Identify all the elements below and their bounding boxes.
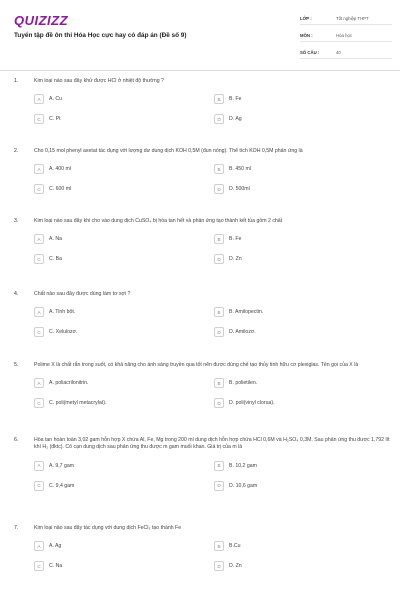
option-text: A. Tinh bột.	[49, 309, 76, 316]
option-letter-box: A	[34, 94, 44, 104]
answer-option-d[interactable]	[214, 560, 394, 572]
answer-options	[34, 163, 400, 195]
question-row	[0, 362, 400, 369]
question-text: Kim loại nào sau đây tác dụng với dung dịch FeCl₃ tạo thành Fe	[34, 525, 182, 531]
meta-value: Hóa học	[336, 32, 353, 38]
option-letter-box: B	[214, 94, 224, 104]
answer-options	[34, 460, 400, 492]
question-number: 4.	[14, 291, 19, 297]
answer-options	[34, 306, 400, 338]
option-letter-box: D	[214, 254, 224, 264]
option-letter-box: C	[34, 481, 44, 491]
answer-option-a[interactable]	[34, 377, 214, 389]
option-text: C. Xelulozơ.	[49, 329, 78, 336]
answer-options	[34, 377, 400, 409]
answer-option-b[interactable]	[214, 306, 394, 318]
option-text: D. Amilozơ.	[229, 329, 256, 336]
answer-option-c[interactable]	[34, 326, 214, 338]
option-text: C. Na	[49, 563, 63, 570]
question-text: Kim loại nào sau đây khi cho vào dung dịch CuSO₄ bị hòa tan hết và phản ứng tạo thành kết tủa gồm 2 chất	[34, 218, 283, 224]
option-text: D. Ag	[229, 116, 242, 123]
option-letter-box: D	[214, 184, 224, 194]
option-text: C. poli(metyl metacrylat).	[49, 400, 107, 407]
answer-option-d[interactable]	[214, 397, 394, 409]
option-letter-box: D	[214, 561, 224, 571]
question-number: 6.	[14, 437, 19, 443]
question-row	[0, 78, 400, 85]
option-text: C. Pt	[49, 116, 61, 123]
option-letter-box: C	[34, 561, 44, 571]
option-text: C. 600 ml	[49, 186, 72, 193]
header-divider	[0, 70, 400, 71]
answer-option-b[interactable]	[214, 163, 394, 175]
option-letter-box: B	[214, 164, 224, 174]
question-row	[0, 437, 400, 452]
question-row	[0, 218, 400, 225]
question-item	[0, 437, 400, 492]
question-item	[0, 78, 400, 125]
question-number: 1.	[14, 78, 19, 84]
answer-option-b[interactable]	[214, 540, 394, 552]
meta-row-subject	[300, 29, 392, 42]
meta-row-class	[300, 12, 392, 25]
answer-option-d[interactable]	[214, 253, 394, 265]
option-text: A. Cu	[49, 96, 62, 103]
answer-option-d[interactable]	[214, 113, 394, 125]
answer-option-a[interactable]	[34, 460, 214, 472]
answer-option-c[interactable]	[34, 560, 214, 572]
option-letter-box: A	[34, 307, 44, 317]
option-text: D. 500ml	[229, 186, 250, 193]
option-letter-box: C	[34, 327, 44, 337]
document-title: Tuyển tập đề ôn thi Hóa Học cực hay có đáp án (Đề số 9)	[14, 32, 187, 39]
answer-option-a[interactable]	[34, 306, 214, 318]
option-letter-box: D	[214, 327, 224, 337]
answer-option-b[interactable]	[214, 233, 394, 245]
meta-label: MÔN :	[300, 32, 313, 38]
question-row	[0, 291, 400, 298]
option-text: B. 10,2 gam	[229, 462, 257, 469]
option-text: B.Cu	[229, 543, 241, 550]
answer-options	[34, 540, 400, 572]
question-number: 7.	[14, 525, 19, 531]
option-text: C. 9,4 gam	[49, 482, 75, 489]
answer-option-a[interactable]	[34, 540, 214, 552]
answer-option-d[interactable]	[214, 326, 394, 338]
option-letter-box: A	[34, 378, 44, 388]
answer-option-a[interactable]	[34, 163, 214, 175]
answer-options	[34, 93, 400, 125]
quizizz-logo: QUIZIZZ	[14, 13, 69, 28]
option-letter-box: A	[34, 461, 44, 471]
meta-value: Tốt nghiệp THPT	[336, 15, 369, 21]
option-letter-box: B	[214, 378, 224, 388]
answer-option-c[interactable]	[34, 253, 214, 265]
answer-option-a[interactable]	[34, 93, 214, 105]
option-letter-box: C	[34, 114, 44, 124]
meta-panel	[300, 12, 392, 63]
question-text: Cho 0,15 mol phenyl axetat tác dụng với lượng dư dung dịch KOH 0,5M (đun nóng). Thể tích KOH 0,5M phản ứng là	[34, 148, 303, 154]
option-text: A. Na	[49, 236, 62, 243]
option-letter-box: B	[214, 541, 224, 551]
option-letter-box: A	[34, 541, 44, 551]
option-letter-box: C	[34, 184, 44, 194]
option-letter-box: D	[214, 114, 224, 124]
option-text: B. Fe	[229, 236, 242, 243]
answer-option-c[interactable]	[34, 397, 214, 409]
question-text: Chất nào sau đây được dùng làm tơ sợi ?	[34, 291, 131, 297]
option-text: B. polietilen.	[229, 380, 258, 387]
answer-option-b[interactable]	[214, 377, 394, 389]
option-letter-box: B	[214, 461, 224, 471]
option-letter-box: A	[34, 234, 44, 244]
question-item	[0, 525, 400, 572]
option-letter-box: B	[214, 307, 224, 317]
option-text: B. Amilopectin.	[229, 309, 264, 316]
option-text: D. poli(vinyl clorua).	[229, 400, 275, 407]
option-text: D. 10,6 gam	[229, 482, 258, 489]
question-item	[0, 218, 400, 265]
meta-label: SỐ CÂU :	[300, 49, 320, 55]
question-row	[0, 525, 400, 532]
question-row	[0, 148, 400, 155]
question-item	[0, 291, 400, 338]
question-text: Kim loại nào sau đây khử được HCl ở nhiệt độ thường ?	[34, 78, 164, 84]
option-text: A. 400 ml	[49, 166, 71, 173]
option-text: C. Ba	[49, 256, 62, 263]
meta-row-count	[300, 46, 392, 59]
answer-option-c[interactable]	[34, 183, 214, 195]
question-item	[0, 148, 400, 195]
question-text: Polime X là chất rắn trong suốt, có khả năng cho ánh sáng truyền qua tốt nên được dùng chế tạo thủy tinh hữu cơ plexiglas. Tên gọi của X là	[34, 362, 359, 368]
answer-option-d[interactable]	[214, 480, 394, 492]
question-number: 2.	[14, 148, 19, 154]
question-text: Hòa tan hoàn toàn 3,02 gam hỗn hợp X chứa Al, Fe, Mg trong 200 ml dung dịch hỗn hợp chứa HCl 0,6M và H₂SO₄ 0,3M. Sau phản ứng thu được 1,792 lít khí H₂ (đktc). Cô cạn dung dịch sau phản ứng thu được m gam muối khan. Giá trị của m là	[34, 437, 390, 451]
document-header	[0, 0, 400, 70]
answer-option-c[interactable]	[34, 480, 214, 492]
option-text: A. Ag	[49, 543, 62, 550]
option-letter-box: B	[214, 234, 224, 244]
answer-options	[34, 233, 400, 265]
option-letter-box: A	[34, 164, 44, 174]
option-text: D. Zn	[229, 563, 242, 570]
question-item	[0, 362, 400, 409]
option-letter-box: C	[34, 254, 44, 264]
meta-value: 40	[336, 49, 341, 55]
answer-option-b[interactable]	[214, 93, 394, 105]
option-text: A. 9,7 gam	[49, 462, 75, 469]
option-text: D. Zn	[229, 256, 242, 263]
option-letter-box: D	[214, 398, 224, 408]
option-text: B. Fe	[229, 96, 242, 103]
answer-option-d[interactable]	[214, 183, 394, 195]
answer-option-a[interactable]	[34, 233, 214, 245]
meta-label: LỚP :	[300, 15, 312, 21]
question-number: 3.	[14, 218, 19, 224]
answer-option-b[interactable]	[214, 460, 394, 472]
option-text: B. 450 ml	[229, 166, 251, 173]
option-letter-box: C	[34, 398, 44, 408]
answer-option-c[interactable]	[34, 113, 214, 125]
option-letter-box: D	[214, 481, 224, 491]
option-text: A. poliacrilonitrin.	[49, 380, 89, 387]
question-number: 5.	[14, 362, 19, 368]
